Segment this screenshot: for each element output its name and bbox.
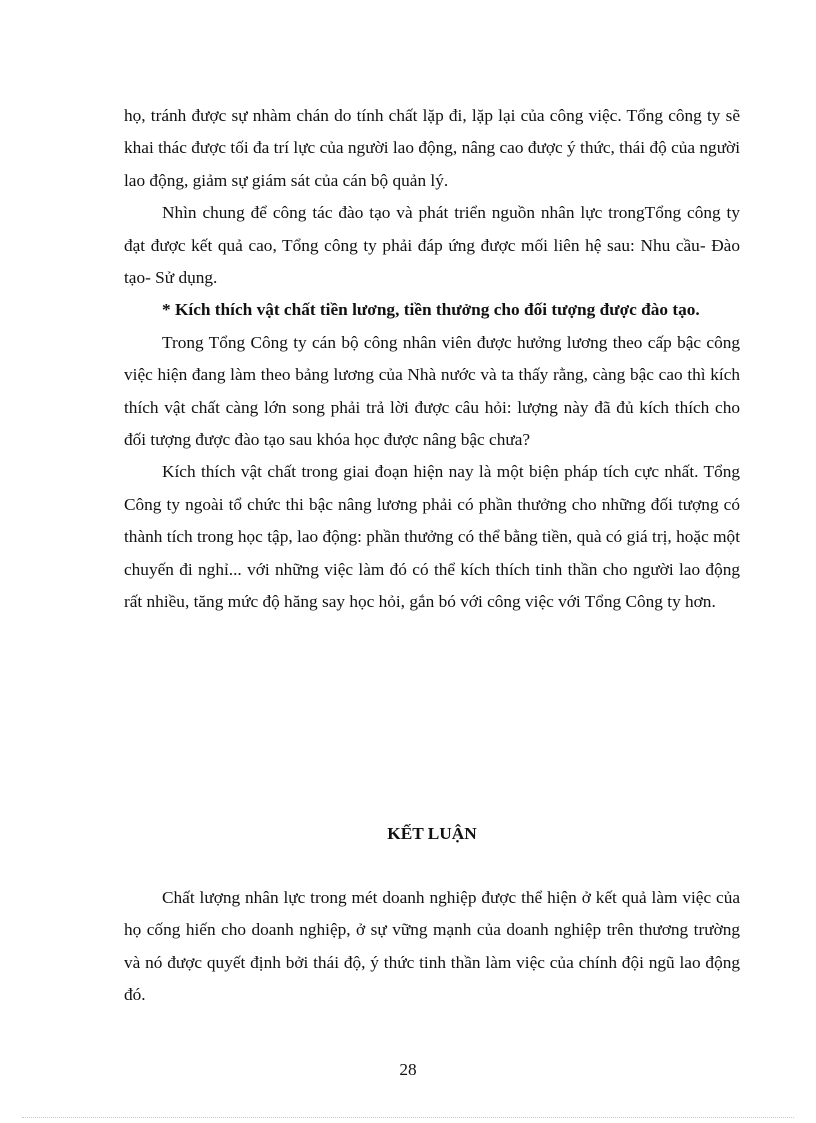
paragraph-overview: Nhìn chung để công tác đào tạo và phát triển nguồn nhân lực trongTổng công ty đạt được kết quả cao, Tổng công ty phải đáp ứng được mối liên hệ sau: Nhu cầu- Đào tạo- Sử dụng. [124, 203, 740, 288]
page-bottom-divider [22, 1117, 794, 1118]
conclusion-title: KẾT LUẬN [387, 824, 477, 843]
paragraph-continuation: họ, tránh được sự nhàm chán do tính chất lặp đi, lặp lại của công việc. Tổng công ty sẽ khai thác được tối đa trí lực của người lao động, nâng cao được ý thức, thái độ của người lao động, giảm sự giám sát của cán bộ quản lý. [124, 106, 740, 190]
section-subheading: * Kích thích vật chất tiền lương, tiền thưởng cho đối tượng được đào tạo. [162, 300, 700, 320]
conclusion-body [124, 882, 740, 1012]
paragraph-conclusion: Chất lượng nhân lực trong mét doanh nghiệp được thể hiện ở kết quả làm việc của họ cống hiến cho doanh nghiệp, ở sự vững mạnh của doanh nghiệp trên thương trường và nó được quyết định bởi thái độ, ý thức tinh thần làm việc của chính đội ngũ lao động đó. [124, 888, 740, 1005]
main-body [124, 100, 740, 619]
page-number: 28 [399, 1060, 417, 1079]
paragraph-incentives: Kích thích vật chất trong giai đoạn hiện nay là một biện pháp tích cực nhất. Tổng Công ty ngoài tổ chức thi bậc nâng lương phải có phần thưởng cho những đối tượng có thành tích trong học tập, lao động: phần thưởng có thể bằng tiền, quà có giá trị, hoặc một chuyến đi nghỉ... với những việc làm đó có thể kích thích tinh thần cho người lao động rất nhiều, tăng mức độ hăng say học hỏi, gắn bó với công việc với Tổng Công ty hơn. [124, 462, 740, 612]
paragraph-salary: Trong Tổng Công ty cán bộ công nhân viên được hưởng lương theo cấp bậc công việc hiện đang làm theo bảng lương của Nhà nước và ta thấy rằng, càng bậc cao thì kích thích vật chất càng lớn song phải trả lời được câu hỏi: lượng này đã đủ kích thích cho đối tượng được đào tạo sau khóa học được nâng bậc chưa? [124, 332, 740, 450]
